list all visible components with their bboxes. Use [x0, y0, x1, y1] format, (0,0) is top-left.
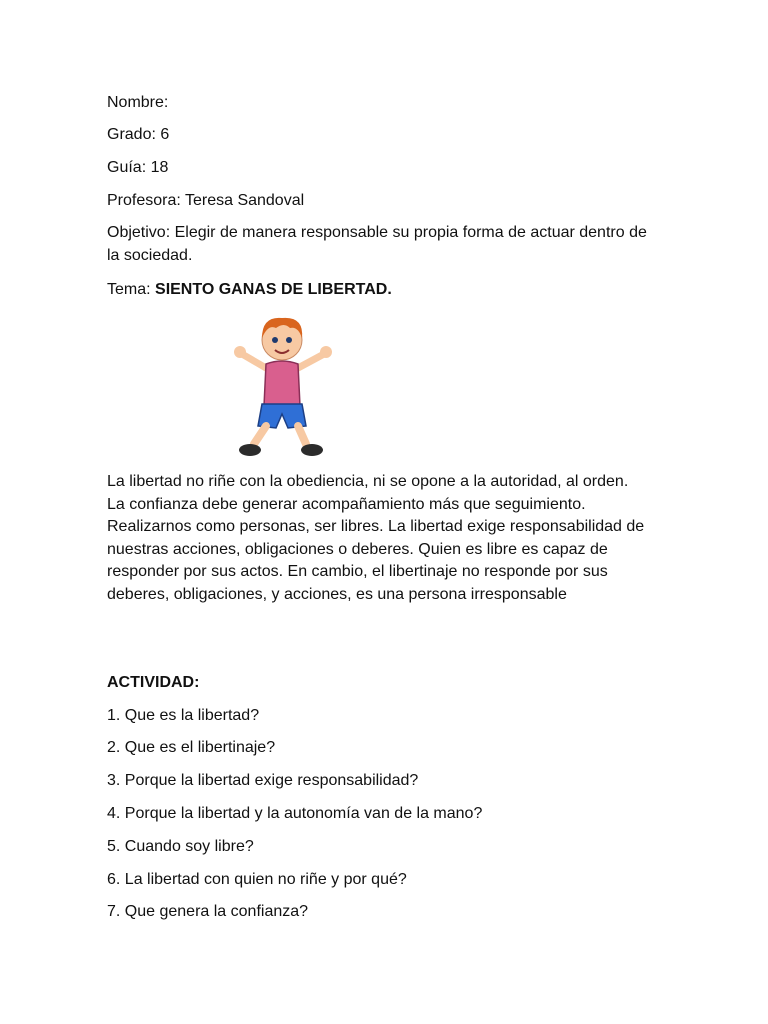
- cartoon-boy-stretching-illustration: [228, 310, 338, 460]
- profesora-line: Profesora: Teresa Sandoval: [107, 192, 305, 209]
- tema-value: SIENTO GANAS DE LIBERTAD.: [155, 281, 392, 298]
- body-paragraph: La libertad no riñe con la obediencia, ni se opone a la autoridad, al orden. La confianza debe generar acompañamiento más que seguimiento. Realizarnos como personas, ser libres. La libertad exige responsabilidad de nuestras acciones, obligaciones o deberes. Quien es libre es capaz de responder por sus actos. En cambio, el libertinaje no responde por sus deberes, obligaciones, y acciones, es una persona irresponsable: [107, 473, 645, 603]
- question-1: 1. Que es la libertad?: [107, 707, 260, 724]
- activity-title: ACTIVIDAD:: [107, 674, 200, 691]
- question-7: 7. Que genera la confianza?: [107, 903, 309, 920]
- objetivo-paragraph: Objetivo: Elegir de manera responsable su propia forma de actuar dentro de la sociedad.: [107, 224, 647, 264]
- question-3: 3. Porque la libertad exige responsabilidad?: [107, 772, 419, 789]
- question-5: 5. Cuando soy libre?: [107, 838, 254, 855]
- tema-line: [107, 279, 392, 301]
- tema-label: Tema:: [107, 281, 156, 298]
- grado-line: Grado: 6: [107, 126, 170, 143]
- question-6: 6. La libertad con quien no riñe y por qué?: [107, 871, 407, 888]
- question-2: 2. Que es el libertinaje?: [107, 739, 276, 756]
- nombre-line: Nombre:: [107, 94, 169, 111]
- question-4: 4. Porque la libertad y la autonomía van de la mano?: [107, 805, 483, 822]
- guia-line: Guía: 18: [107, 159, 169, 176]
